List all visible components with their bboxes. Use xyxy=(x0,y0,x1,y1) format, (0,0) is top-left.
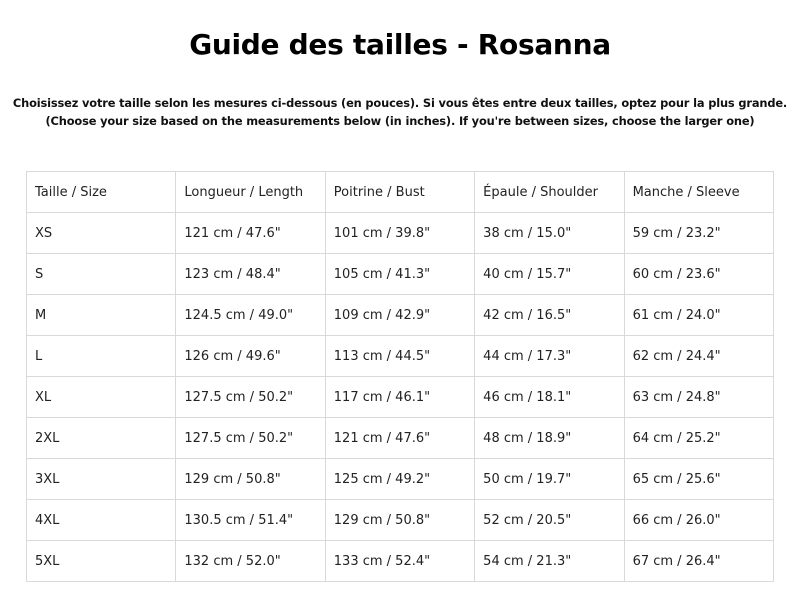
cell-length: 126 cm / 49.6" xyxy=(176,336,325,377)
header-bust: Poitrine / Bust xyxy=(325,172,474,213)
table-row xyxy=(27,295,774,336)
cell-shoulder: 38 cm / 15.0" xyxy=(475,213,624,254)
cell-sleeve: 65 cm / 25.6" xyxy=(624,459,773,500)
cell-sleeve: 60 cm / 23.6" xyxy=(624,254,773,295)
table-row xyxy=(27,500,774,541)
table-row xyxy=(27,336,774,377)
cell-bust: 109 cm / 42.9" xyxy=(325,295,474,336)
cell-size: M xyxy=(27,295,176,336)
table-header-row xyxy=(27,172,774,213)
cell-size: XS xyxy=(27,213,176,254)
cell-size: S xyxy=(27,254,176,295)
cell-shoulder: 54 cm / 21.3" xyxy=(475,541,624,582)
cell-sleeve: 66 cm / 26.0" xyxy=(624,500,773,541)
cell-bust: 101 cm / 39.8" xyxy=(325,213,474,254)
header-sleeve: Manche / Sleeve xyxy=(624,172,773,213)
cell-bust: 133 cm / 52.4" xyxy=(325,541,474,582)
header-length: Longueur / Length xyxy=(176,172,325,213)
cell-sleeve: 59 cm / 23.2" xyxy=(624,213,773,254)
cell-shoulder: 48 cm / 18.9" xyxy=(475,418,624,459)
cell-bust: 105 cm / 41.3" xyxy=(325,254,474,295)
cell-shoulder: 42 cm / 16.5" xyxy=(475,295,624,336)
table-row xyxy=(27,541,774,582)
cell-length: 124.5 cm / 49.0" xyxy=(176,295,325,336)
cell-length: 123 cm / 48.4" xyxy=(176,254,325,295)
cell-sleeve: 63 cm / 24.8" xyxy=(624,377,773,418)
cell-shoulder: 40 cm / 15.7" xyxy=(475,254,624,295)
cell-length: 130.5 cm / 51.4" xyxy=(176,500,325,541)
cell-length: 127.5 cm / 50.2" xyxy=(176,377,325,418)
cell-size: 3XL xyxy=(27,459,176,500)
cell-shoulder: 52 cm / 20.5" xyxy=(475,500,624,541)
cell-bust: 125 cm / 49.2" xyxy=(325,459,474,500)
cell-sleeve: 61 cm / 24.0" xyxy=(624,295,773,336)
header-size: Taille / Size xyxy=(27,172,176,213)
table-row xyxy=(27,377,774,418)
table-row xyxy=(27,459,774,500)
cell-length: 127.5 cm / 50.2" xyxy=(176,418,325,459)
cell-sleeve: 62 cm / 24.4" xyxy=(624,336,773,377)
cell-shoulder: 46 cm / 18.1" xyxy=(475,377,624,418)
cell-sleeve: 67 cm / 26.4" xyxy=(624,541,773,582)
cell-size: XL xyxy=(27,377,176,418)
subtitle-english: (Choose your size based on the measurements below (in inches). If you're between sizes, choose the larger one) xyxy=(45,114,755,128)
cell-size: 2XL xyxy=(27,418,176,459)
cell-shoulder: 44 cm / 17.3" xyxy=(475,336,624,377)
cell-bust: 113 cm / 44.5" xyxy=(325,336,474,377)
cell-bust: 121 cm / 47.6" xyxy=(325,418,474,459)
table-row xyxy=(27,418,774,459)
cell-bust: 129 cm / 50.8" xyxy=(325,500,474,541)
cell-size: 5XL xyxy=(27,541,176,582)
cell-bust: 117 cm / 46.1" xyxy=(325,377,474,418)
cell-shoulder: 50 cm / 19.7" xyxy=(475,459,624,500)
cell-sleeve: 64 cm / 25.2" xyxy=(624,418,773,459)
cell-length: 121 cm / 47.6" xyxy=(176,213,325,254)
table-row xyxy=(27,254,774,295)
subtitle-french: Choisissez votre taille selon les mesures ci-dessous (en pouces). Si vous êtes entre deux tailles, optez pour la plus grande. xyxy=(12,96,788,110)
cell-size: L xyxy=(27,336,176,377)
page-title: Guide des tailles - Rosanna xyxy=(189,28,611,61)
table-row xyxy=(27,213,774,254)
cell-length: 132 cm / 52.0" xyxy=(176,541,325,582)
size-chart-table xyxy=(26,171,774,582)
cell-size: 4XL xyxy=(27,500,176,541)
cell-length: 129 cm / 50.8" xyxy=(176,459,325,500)
header-shoulder: Épaule / Shoulder xyxy=(475,172,624,213)
